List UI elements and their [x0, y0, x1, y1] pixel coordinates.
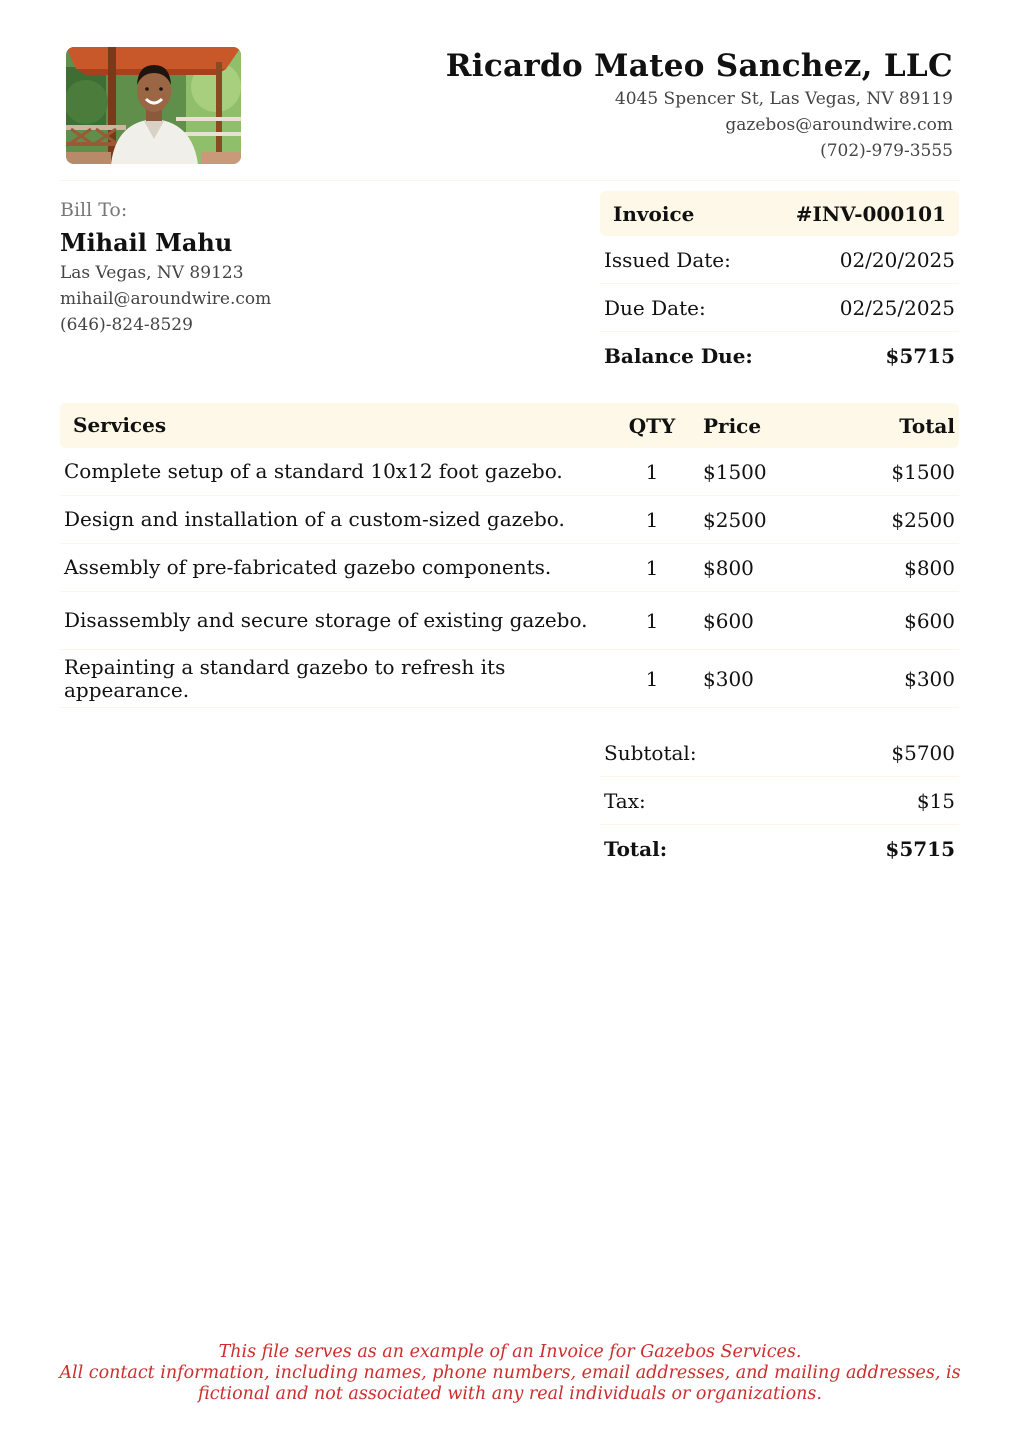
row-description: Disassembly and secure storage of existing gazebo. [64, 608, 588, 632]
row-price: $2500 [703, 507, 767, 532]
row-description: Repainting a standard gazebo to refresh its appearance. [64, 654, 506, 702]
footer-line-2: All contact information, including names, phone numbers, email addresses, and mailing addresses, is [59, 1363, 961, 1383]
row-description: Design and installation of a custom-sized gazebo. [64, 507, 565, 531]
table-row [60, 544, 959, 592]
client-email[interactable]: mihail@aroundwire.com [60, 289, 272, 309]
issued-date-label: Issued Date: [604, 247, 731, 272]
row-total: $300 [904, 666, 955, 691]
client-address: Las Vegas, NV 89123 [60, 263, 244, 283]
row-qty: 1 [645, 608, 659, 633]
tax-value: $15 [916, 788, 955, 813]
header-qty: QTY [628, 413, 676, 438]
company-name: Ricardo Mateo Sanchez, LLC [445, 48, 953, 84]
total-label: Total: [604, 836, 668, 861]
bill-to-label: Bill To: [60, 199, 128, 221]
header-services: Services [73, 413, 167, 437]
row-description: Assembly of pre-fabricated gazebo components. [64, 555, 552, 579]
tax-row [600, 777, 959, 825]
table-row [60, 650, 959, 708]
row-total: $1500 [891, 459, 955, 484]
company-phone: (702)-979-3555 [820, 141, 953, 161]
row-qty: 1 [645, 666, 659, 691]
row-total: $600 [904, 608, 955, 633]
header-total: Total [899, 413, 955, 438]
issued-date-value: 02/20/2025 [839, 247, 955, 272]
bill-to-section [60, 196, 271, 338]
header-divider [60, 180, 960, 181]
company-address: 4045 Spencer St, Las Vegas, NV 89119 [614, 89, 953, 109]
client-name: Mihail Mahu [60, 228, 233, 257]
subtotal-label: Subtotal: [604, 740, 697, 765]
balance-due-value: $5715 [885, 343, 955, 368]
total-value: $5715 [885, 836, 955, 861]
table-row [60, 448, 959, 496]
invoice-label: Invoice [613, 201, 695, 226]
table-row [60, 592, 959, 650]
tax-label: Tax: [604, 788, 646, 813]
row-price: $800 [703, 555, 754, 580]
row-qty: 1 [645, 507, 659, 532]
issued-date-row [600, 236, 959, 284]
totals-section [600, 729, 959, 872]
company-email[interactable]: gazebos@aroundwire.com [725, 115, 953, 135]
header-price: Price [703, 413, 762, 438]
due-date-label: Due Date: [604, 295, 706, 320]
company-info [446, 46, 953, 164]
footer-line-3: fictional and not associated with any real individuals or organizations. [198, 1384, 822, 1404]
total-row [600, 825, 959, 872]
due-date-value: 02/25/2025 [839, 295, 955, 320]
services-table-header [60, 403, 959, 448]
row-total: $800 [904, 555, 955, 580]
row-qty: 1 [645, 555, 659, 580]
due-date-row [600, 284, 959, 332]
invoice-meta [600, 191, 959, 379]
row-price: $1500 [703, 459, 767, 484]
row-total: $2500 [891, 507, 955, 532]
invoice-number-header [600, 191, 959, 236]
footer-line-1: This file serves as an example of an Invoice for Gazebos Services. [218, 1342, 802, 1362]
services-table [60, 403, 959, 708]
row-price: $600 [703, 608, 754, 633]
row-description: Complete setup of a standard 10x12 foot gazebo. [64, 459, 563, 483]
company-logo-photo [66, 47, 241, 164]
subtotal-value: $5700 [891, 740, 955, 765]
client-phone: (646)-824-8529 [60, 315, 193, 335]
row-price: $300 [703, 666, 754, 691]
subtotal-row [600, 729, 959, 777]
row-qty: 1 [645, 459, 659, 484]
balance-due-label: Balance Due: [604, 343, 753, 368]
table-row [60, 496, 959, 544]
balance-due-row [600, 332, 959, 379]
invoice-number: #INV-000101 [795, 201, 946, 226]
footer-disclaimer [20, 1342, 1000, 1405]
